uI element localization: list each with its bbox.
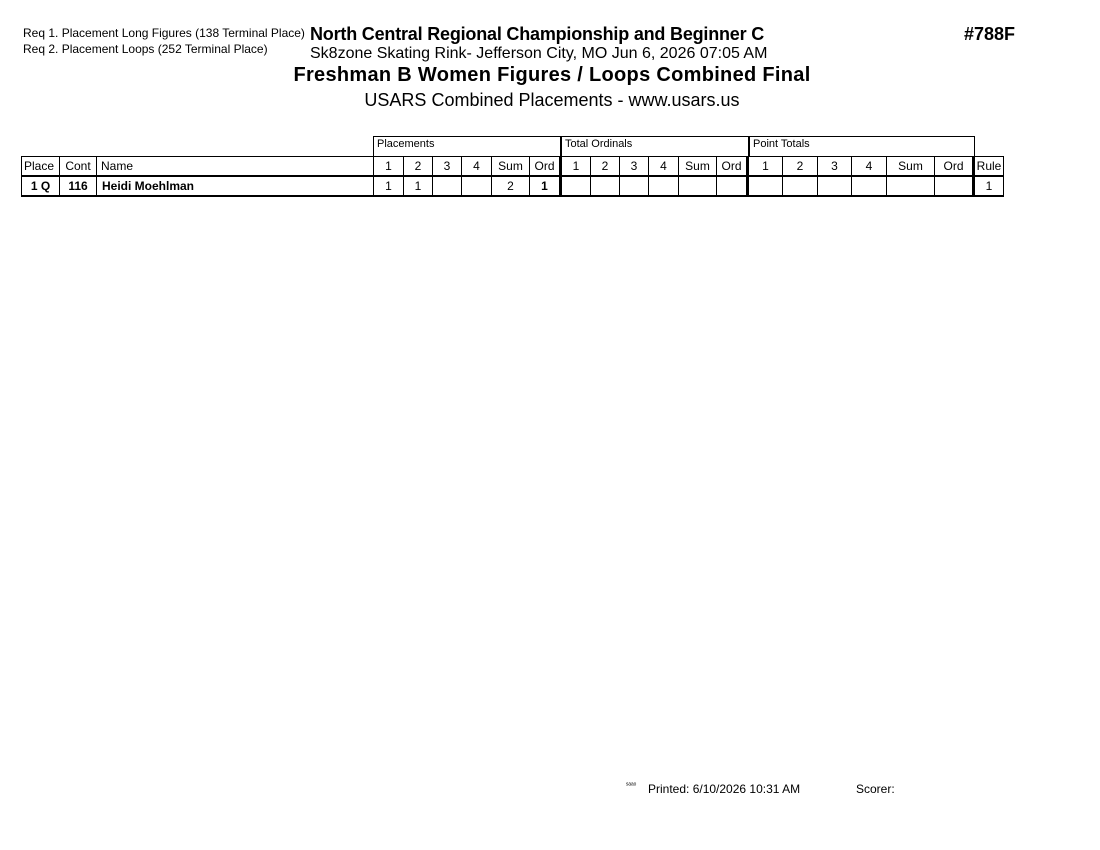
cell-ordinals-4 — [649, 176, 679, 196]
col-ordinals-ord: Ord — [717, 157, 748, 176]
cell-place: 1 Q — [22, 176, 60, 196]
table-row — [22, 176, 1004, 196]
cell-placements-3 — [433, 176, 462, 196]
point-totals-group-header: Point Totals — [749, 136, 975, 156]
event-number: #788F — [964, 24, 1016, 44]
cell-placements-4 — [462, 176, 492, 196]
footer-scorer: Scorer: — [856, 782, 895, 796]
col-ordinals-sum: Sum — [679, 157, 717, 176]
results-table — [21, 156, 1004, 197]
col-placements-1: 1 — [374, 157, 404, 176]
cell-points-2 — [783, 176, 818, 196]
cell-ordinals-3 — [620, 176, 649, 196]
col-cont: Cont — [60, 157, 97, 176]
cell-points-4 — [852, 176, 887, 196]
cell-ordinals-1 — [561, 176, 591, 196]
col-ordinals-2: 2 — [591, 157, 620, 176]
requirement-1: Req 1. Placement Long Figures (138 Terminal Place) — [23, 26, 305, 40]
cell-placements-sum: 2 — [492, 176, 530, 196]
col-name: Name — [97, 157, 374, 176]
cell-points-3 — [818, 176, 852, 196]
col-placements-ord: Ord — [530, 157, 561, 176]
total-ordinals-group-header: Total Ordinals — [561, 136, 749, 156]
col-points-2: 2 — [783, 157, 818, 176]
footer-code: ˢᵃᵃᵒ — [626, 782, 637, 789]
page-subtitle: USARS Combined Placements - www.usars.us — [364, 90, 740, 110]
footer-printed: Printed: 6/10/2026 10:31 AM — [648, 782, 801, 796]
table-header-row — [22, 157, 1004, 176]
cell-placements-ord: 1 — [530, 176, 561, 196]
requirement-2: Req 2. Placement Loops (252 Terminal Place) — [23, 42, 268, 56]
cell-rule: 1 — [974, 176, 1004, 196]
cell-cont: 116 — [60, 176, 97, 196]
cell-ordinals-2 — [591, 176, 620, 196]
col-points-sum: Sum — [887, 157, 935, 176]
placements-group-header: Placements — [373, 136, 561, 156]
col-ordinals-4: 4 — [649, 157, 679, 176]
event-title: North Central Regional Championship and Beginner C — [310, 24, 765, 44]
cell-points-1 — [748, 176, 783, 196]
cell-placements-1: 1 — [374, 176, 404, 196]
col-ordinals-3: 3 — [620, 157, 649, 176]
col-placements-2: 2 — [404, 157, 433, 176]
col-place: Place — [22, 157, 60, 176]
col-points-4: 4 — [852, 157, 887, 176]
col-placements-4: 4 — [462, 157, 492, 176]
col-ordinals-1: 1 — [561, 157, 591, 176]
cell-ordinals-ord — [717, 176, 748, 196]
col-points-1: 1 — [748, 157, 783, 176]
cell-name: Heidi Moehlman — [97, 176, 374, 196]
cell-ordinals-sum — [679, 176, 717, 196]
cell-points-ord — [935, 176, 974, 196]
col-placements-3: 3 — [433, 157, 462, 176]
col-points-3: 3 — [818, 157, 852, 176]
col-placements-sum: Sum — [492, 157, 530, 176]
venue-date: Sk8zone Skating Rink- Jefferson City, MO Jun 6, 2026 07:05 AM — [310, 45, 768, 62]
page-title: Freshman B Women Figures / Loops Combined Final — [293, 64, 811, 86]
cell-points-sum — [887, 176, 935, 196]
col-points-ord: Ord — [935, 157, 974, 176]
col-rule: Rule — [974, 157, 1004, 176]
cell-placements-2: 1 — [404, 176, 433, 196]
